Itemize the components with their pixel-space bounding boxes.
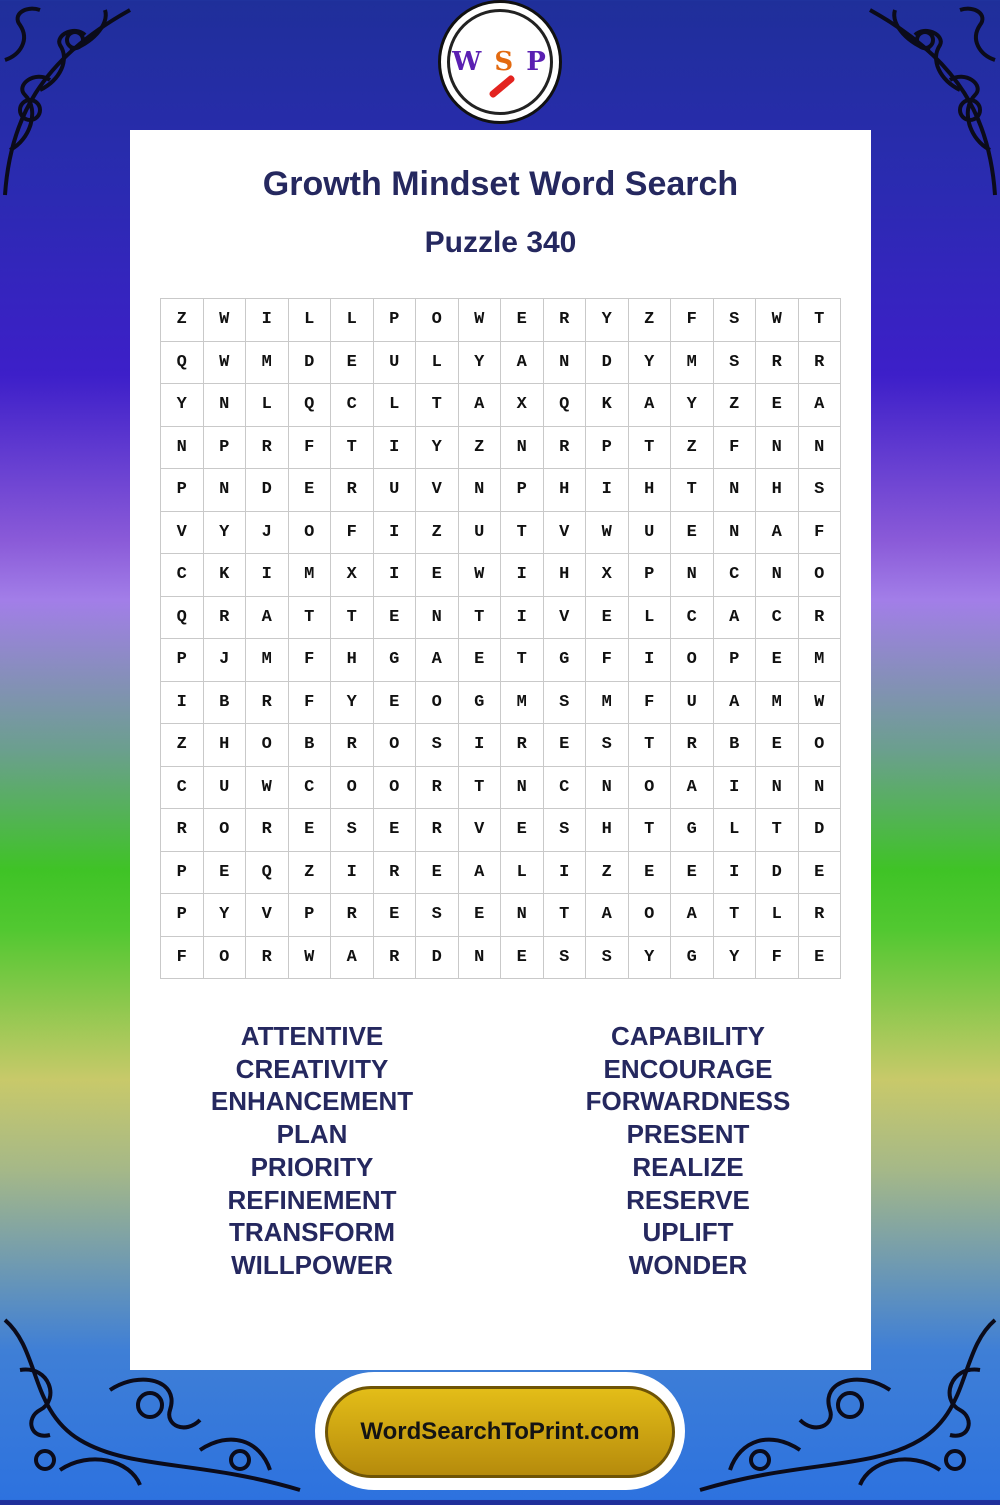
grid-cell[interactable]: R	[204, 597, 247, 640]
word-list-item: CAPABILITY	[610, 1021, 766, 1051]
grid-cell[interactable]: A	[629, 384, 672, 427]
grid-cell[interactable]: I	[331, 852, 374, 895]
grid-cell[interactable]: I	[629, 639, 672, 682]
ornament-top-right-icon	[860, 0, 1000, 200]
grid-cell[interactable]: D	[289, 342, 332, 385]
grid-cell[interactable]: I	[586, 469, 629, 512]
grid-cell[interactable]: E	[501, 809, 544, 852]
grid-cell[interactable]: E	[501, 299, 544, 342]
grid-cell[interactable]: H	[629, 469, 672, 512]
word-list-item: REALIZE	[632, 1151, 744, 1182]
grid-cell[interactable]: Z	[161, 724, 204, 767]
grid-cell[interactable]: L	[289, 299, 332, 342]
grid-cell[interactable]: I	[459, 724, 502, 767]
grid-cell[interactable]: N	[756, 554, 799, 597]
grid-cell[interactable]: F	[799, 512, 842, 555]
grid-cell[interactable]: T	[501, 512, 544, 555]
grid-cell[interactable]: A	[671, 894, 714, 937]
grid-cell[interactable]: E	[671, 512, 714, 555]
grid-cell[interactable]: R	[544, 427, 587, 470]
grid-cell[interactable]: T	[544, 894, 587, 937]
grid-cell[interactable]: Y	[416, 427, 459, 470]
grid-cell[interactable]: Z	[629, 299, 672, 342]
grid-cell[interactable]: B	[204, 682, 247, 725]
grid-cell[interactable]: W	[204, 299, 247, 342]
grid-cell[interactable]: S	[714, 342, 757, 385]
grid-cell[interactable]: T	[459, 767, 502, 810]
grid-cell[interactable]: H	[586, 809, 629, 852]
grid-cell[interactable]: Z	[161, 299, 204, 342]
grid-cell[interactable]: P	[289, 894, 332, 937]
grid-cell[interactable]: L	[246, 384, 289, 427]
grid-cell[interactable]: O	[629, 767, 672, 810]
grid-cell[interactable]: T	[416, 384, 459, 427]
grid-cell[interactable]: F	[629, 682, 672, 725]
grid-cell[interactable]: C	[161, 554, 204, 597]
grid-cell[interactable]: S	[331, 809, 374, 852]
grid-cell[interactable]: U	[629, 512, 672, 555]
grid-cell[interactable]: N	[204, 384, 247, 427]
grid-cell[interactable]: L	[331, 299, 374, 342]
grid-cell[interactable]: S	[799, 469, 842, 512]
grid-cell[interactable]: N	[714, 469, 757, 512]
grid-cell[interactable]: E	[671, 852, 714, 895]
grid-cell[interactable]: P	[161, 852, 204, 895]
grid-cell[interactable]: N	[501, 767, 544, 810]
grid-cell[interactable]: W	[204, 342, 247, 385]
grid-cell[interactable]: Y	[331, 682, 374, 725]
grid-cell[interactable]: F	[331, 512, 374, 555]
grid-cell[interactable]: N	[671, 554, 714, 597]
grid-cell[interactable]: W	[799, 682, 842, 725]
grid-cell[interactable]: Q	[544, 384, 587, 427]
grid-cell[interactable]: L	[629, 597, 672, 640]
grid-cell[interactable]: I	[161, 682, 204, 725]
grid-cell[interactable]: N	[416, 597, 459, 640]
grid-cell[interactable]: P	[374, 299, 417, 342]
grid-cell[interactable]: N	[501, 427, 544, 470]
grid-cell[interactable]: C	[714, 554, 757, 597]
grid-cell[interactable]: Y	[671, 384, 714, 427]
word-list-item: PRESENT	[626, 1119, 750, 1150]
grid-cell[interactable]: M	[246, 639, 289, 682]
grid-cell[interactable]: Y	[161, 384, 204, 427]
grid-cell[interactable]: C	[331, 384, 374, 427]
grid-cell[interactable]: S	[416, 894, 459, 937]
grid-cell[interactable]: K	[204, 554, 247, 597]
grid-cell[interactable]: A	[459, 852, 502, 895]
grid-cell[interactable]: H	[544, 554, 587, 597]
grid-cell[interactable]: E	[331, 342, 374, 385]
grid-cell[interactable]: P	[204, 427, 247, 470]
grid-cell[interactable]: Q	[246, 852, 289, 895]
logo-letter-w: W	[452, 47, 484, 77]
grid-cell[interactable]: E	[586, 597, 629, 640]
grid-cell[interactable]: E	[756, 724, 799, 767]
grid-cell[interactable]: T	[629, 724, 672, 767]
grid-cell[interactable]: S	[544, 682, 587, 725]
grid-cell[interactable]: E	[416, 852, 459, 895]
grid-cell[interactable]: E	[799, 852, 842, 895]
page-title: Growth Mindset Word Search	[262, 165, 739, 203]
grid-cell[interactable]: N	[799, 427, 842, 470]
word-list-left	[162, 1020, 462, 1282]
puzzle-card	[130, 130, 871, 1370]
grid-cell[interactable]: A	[459, 384, 502, 427]
grid-cell[interactable]: E	[756, 384, 799, 427]
grid-cell[interactable]: I	[374, 554, 417, 597]
grid-cell[interactable]: E	[544, 724, 587, 767]
grid-cell[interactable]: Y	[204, 512, 247, 555]
grid-cell[interactable]: D	[246, 469, 289, 512]
grid-cell[interactable]: E	[374, 597, 417, 640]
grid-cell[interactable]: P	[586, 427, 629, 470]
letter-grid	[160, 298, 841, 979]
grid-cell[interactable]: R	[799, 342, 842, 385]
logo-letters	[441, 47, 559, 77]
grid-cell[interactable]: E	[204, 852, 247, 895]
grid-cell[interactable]: N	[586, 767, 629, 810]
grid-cell[interactable]: H	[544, 469, 587, 512]
grid-cell[interactable]: R	[246, 809, 289, 852]
grid-cell[interactable]: Z	[289, 852, 332, 895]
grid-cell[interactable]: E	[629, 852, 672, 895]
grid-cell[interactable]: A	[416, 639, 459, 682]
grid-cell[interactable]: N	[756, 427, 799, 470]
grid-cell[interactable]: T	[629, 809, 672, 852]
grid-cell[interactable]: T	[756, 809, 799, 852]
grid-cell[interactable]: C	[289, 767, 332, 810]
grid-cell[interactable]: G	[374, 639, 417, 682]
grid-cell[interactable]: V	[544, 512, 587, 555]
grid-cell[interactable]: E	[416, 554, 459, 597]
grid-cell[interactable]: E	[289, 469, 332, 512]
grid-cell[interactable]: T	[629, 427, 672, 470]
word-list-item: REFINEMENT	[227, 1184, 397, 1215]
grid-cell[interactable]: T	[331, 597, 374, 640]
grid-cell[interactable]: W	[586, 512, 629, 555]
grid-cell[interactable]: I	[246, 299, 289, 342]
grid-cell[interactable]: G	[459, 682, 502, 725]
grid-cell[interactable]: L	[756, 894, 799, 937]
grid-cell[interactable]: P	[161, 894, 204, 937]
grid-cell[interactable]: R	[246, 427, 289, 470]
grid-cell[interactable]: R	[671, 724, 714, 767]
grid-cell[interactable]: T	[799, 299, 842, 342]
grid-cell[interactable]: S	[544, 809, 587, 852]
grid-cell[interactable]: N	[756, 767, 799, 810]
grid-cell[interactable]: U	[459, 512, 502, 555]
grid-cell[interactable]: I	[501, 554, 544, 597]
grid-cell[interactable]: E	[374, 809, 417, 852]
grid-cell[interactable]: R	[331, 724, 374, 767]
grid-cell[interactable]: Q	[161, 597, 204, 640]
grid-cell[interactable]: F	[289, 427, 332, 470]
grid-cell[interactable]: N	[204, 469, 247, 512]
grid-cell[interactable]: I	[246, 554, 289, 597]
grid-cell[interactable]: O	[671, 639, 714, 682]
word-list-item: FORWARDNESS	[585, 1086, 791, 1117]
grid-cell[interactable]: W	[289, 937, 332, 980]
grid-cell[interactable]: I	[544, 852, 587, 895]
word-list-item: RESERVE	[626, 1184, 750, 1215]
grid-cell[interactable]: P	[714, 639, 757, 682]
grid-cell[interactable]: B	[289, 724, 332, 767]
word-list-item: PLAN	[276, 1119, 348, 1150]
grid-cell[interactable]: R	[416, 809, 459, 852]
grid-cell[interactable]: Y	[586, 299, 629, 342]
grid-cell[interactable]: G	[671, 937, 714, 980]
grid-cell[interactable]: F	[289, 682, 332, 725]
grid-cell[interactable]: R	[799, 894, 842, 937]
grid-cell[interactable]: X	[501, 384, 544, 427]
grid-cell[interactable]: S	[416, 724, 459, 767]
grid-cell[interactable]: R	[416, 767, 459, 810]
grid-cell[interactable]: V	[416, 469, 459, 512]
grid-cell[interactable]: W	[459, 299, 502, 342]
grid-cell[interactable]: E	[374, 682, 417, 725]
grid-cell[interactable]: O	[289, 512, 332, 555]
grid-cell[interactable]: I	[714, 852, 757, 895]
site-link-pill	[315, 1372, 685, 1490]
grid-cell[interactable]: W	[459, 554, 502, 597]
grid-cell[interactable]: R	[161, 809, 204, 852]
grid-cell[interactable]: A	[671, 767, 714, 810]
grid-cell[interactable]: Y	[204, 894, 247, 937]
grid-cell[interactable]: L	[714, 809, 757, 852]
grid-cell[interactable]: Q	[289, 384, 332, 427]
grid-cell[interactable]: R	[544, 299, 587, 342]
grid-cell[interactable]: O	[416, 299, 459, 342]
word-list-item: PRIORITY	[250, 1151, 374, 1182]
word-list-item: CREATIVITY	[235, 1053, 389, 1084]
grid-cell[interactable]: A	[501, 342, 544, 385]
grid-cell[interactable]: D	[756, 852, 799, 895]
grid-cell[interactable]: Y	[459, 342, 502, 385]
grid-cell[interactable]: C	[756, 597, 799, 640]
grid-cell[interactable]: A	[246, 597, 289, 640]
grid-cell[interactable]: O	[331, 767, 374, 810]
grid-cell[interactable]: O	[416, 682, 459, 725]
logo-letter-p: P	[526, 47, 548, 77]
grid-cell[interactable]: M	[586, 682, 629, 725]
grid-cell[interactable]: E	[289, 809, 332, 852]
grid-cell[interactable]: X	[331, 554, 374, 597]
grid-cell[interactable]: O	[799, 554, 842, 597]
grid-cell[interactable]: C	[161, 767, 204, 810]
grid-cell[interactable]: R	[799, 597, 842, 640]
word-list-right	[538, 1020, 838, 1282]
word-list-item: ENHANCEMENT	[210, 1086, 414, 1117]
grid-cell[interactable]: Q	[161, 342, 204, 385]
grid-cell[interactable]: M	[289, 554, 332, 597]
grid-cell[interactable]: O	[204, 937, 247, 980]
grid-cell[interactable]: A	[331, 937, 374, 980]
grid-cell[interactable]: C	[544, 767, 587, 810]
grid-cell[interactable]: R	[374, 937, 417, 980]
grid-cell[interactable]: F	[161, 937, 204, 980]
grid-cell[interactable]: W	[246, 767, 289, 810]
grid-cell[interactable]: N	[799, 767, 842, 810]
site-link-button[interactable]: WordSearchToPrint.com	[325, 1386, 675, 1478]
grid-cell[interactable]: F	[756, 937, 799, 980]
grid-cell[interactable]: I	[374, 427, 417, 470]
grid-cell[interactable]: E	[501, 937, 544, 980]
grid-cell[interactable]: L	[374, 384, 417, 427]
logo-letter-s: S	[494, 47, 516, 77]
ornament-top-left-icon	[0, 0, 140, 200]
grid-cell[interactable]: Z	[586, 852, 629, 895]
grid-cell[interactable]: R	[246, 682, 289, 725]
grid-cell[interactable]: N	[544, 342, 587, 385]
grid-cell[interactable]: Y	[629, 937, 672, 980]
grid-cell[interactable]: F	[289, 639, 332, 682]
grid-cell[interactable]: B	[714, 724, 757, 767]
grid-cell[interactable]: O	[246, 724, 289, 767]
grid-cell[interactable]: Z	[416, 512, 459, 555]
grid-cell[interactable]: E	[799, 937, 842, 980]
grid-cell[interactable]: E	[756, 639, 799, 682]
grid-cell[interactable]: M	[671, 342, 714, 385]
grid-cell[interactable]: R	[374, 852, 417, 895]
grid-cell[interactable]: N	[714, 512, 757, 555]
grid-cell[interactable]: N	[459, 937, 502, 980]
grid-cell[interactable]: H	[331, 639, 374, 682]
grid-cell[interactable]: E	[459, 894, 502, 937]
grid-cell[interactable]: S	[586, 724, 629, 767]
grid-cell[interactable]: T	[289, 597, 332, 640]
grid-cell[interactable]: D	[799, 809, 842, 852]
grid-cell[interactable]: T	[501, 639, 544, 682]
grid-cell[interactable]: H	[756, 469, 799, 512]
grid-cell[interactable]: R	[756, 342, 799, 385]
grid-cell[interactable]: F	[714, 427, 757, 470]
grid-cell[interactable]: U	[374, 469, 417, 512]
grid-cell[interactable]: M	[501, 682, 544, 725]
grid-cell[interactable]: V	[246, 894, 289, 937]
grid-cell[interactable]: V	[161, 512, 204, 555]
grid-cell[interactable]: U	[671, 682, 714, 725]
grid-cell[interactable]: J	[246, 512, 289, 555]
word-list-item: WILLPOWER	[231, 1249, 393, 1280]
grid-cell[interactable]: T	[671, 469, 714, 512]
grid-cell[interactable]: I	[501, 597, 544, 640]
grid-cell[interactable]: Z	[714, 384, 757, 427]
grid-cell[interactable]: C	[671, 597, 714, 640]
grid-cell[interactable]: Z	[671, 427, 714, 470]
word-list-item: WONDER	[628, 1249, 748, 1280]
word-list-item: ATTENTIVE	[240, 1021, 384, 1051]
grid-cell[interactable]: U	[204, 767, 247, 810]
grid-cell[interactable]: S	[586, 937, 629, 980]
grid-cell[interactable]: S	[544, 937, 587, 980]
grid-cell[interactable]: T	[459, 597, 502, 640]
grid-cell[interactable]: U	[374, 342, 417, 385]
grid-cell[interactable]: V	[459, 809, 502, 852]
puzzle-number: Puzzle 340	[424, 226, 577, 259]
word-list-item: TRANSFORM	[228, 1217, 396, 1248]
grid-cell[interactable]: D	[586, 342, 629, 385]
grid-cell[interactable]: Y	[629, 342, 672, 385]
grid-cell[interactable]: E	[459, 639, 502, 682]
grid-cell[interactable]: J	[204, 639, 247, 682]
grid-cell[interactable]: F	[586, 639, 629, 682]
grid-cell[interactable]: R	[331, 894, 374, 937]
grid-cell[interactable]: Y	[714, 937, 757, 980]
grid-cell[interactable]: L	[416, 342, 459, 385]
grid-cell[interactable]: V	[544, 597, 587, 640]
grid-cell[interactable]: A	[714, 597, 757, 640]
grid-cell[interactable]: F	[671, 299, 714, 342]
grid-cell[interactable]: A	[714, 682, 757, 725]
grid-cell[interactable]: I	[374, 512, 417, 555]
grid-cell[interactable]: P	[161, 639, 204, 682]
grid-cell[interactable]: P	[629, 554, 672, 597]
grid-cell[interactable]: T	[714, 894, 757, 937]
grid-cell[interactable]: O	[799, 724, 842, 767]
grid-cell[interactable]: P	[501, 469, 544, 512]
grid-cell[interactable]: S	[714, 299, 757, 342]
grid-cell[interactable]: Z	[459, 427, 502, 470]
grid-cell[interactable]: A	[586, 894, 629, 937]
grid-cell[interactable]: E	[374, 894, 417, 937]
grid-cell[interactable]: T	[331, 427, 374, 470]
grid-cell[interactable]: K	[586, 384, 629, 427]
grid-cell[interactable]: D	[416, 937, 459, 980]
grid-cell[interactable]: X	[586, 554, 629, 597]
grid-cell[interactable]: H	[204, 724, 247, 767]
grid-cell[interactable]: L	[501, 852, 544, 895]
grid-cell[interactable]: O	[374, 767, 417, 810]
word-list-item: ENCOURAGE	[603, 1053, 773, 1084]
grid-cell[interactable]: O	[374, 724, 417, 767]
grid-cell[interactable]: M	[246, 342, 289, 385]
grid-cell[interactable]: N	[501, 894, 544, 937]
grid-cell[interactable]: O	[204, 809, 247, 852]
grid-cell[interactable]: R	[501, 724, 544, 767]
grid-cell[interactable]: R	[246, 937, 289, 980]
grid-cell[interactable]: N	[459, 469, 502, 512]
grid-cell[interactable]: I	[714, 767, 757, 810]
grid-cell[interactable]: G	[671, 809, 714, 852]
grid-cell[interactable]: G	[544, 639, 587, 682]
grid-cell[interactable]: M	[799, 639, 842, 682]
grid-cell[interactable]: M	[756, 682, 799, 725]
grid-cell[interactable]: W	[756, 299, 799, 342]
grid-cell[interactable]: N	[161, 427, 204, 470]
grid-cell[interactable]: A	[756, 512, 799, 555]
word-list-item: UPLIFT	[642, 1217, 734, 1248]
grid-cell[interactable]: O	[629, 894, 672, 937]
grid-cell[interactable]: P	[161, 469, 204, 512]
wsp-logo-icon[interactable]	[438, 0, 562, 124]
grid-cell[interactable]: A	[799, 384, 842, 427]
grid-cell[interactable]: R	[331, 469, 374, 512]
